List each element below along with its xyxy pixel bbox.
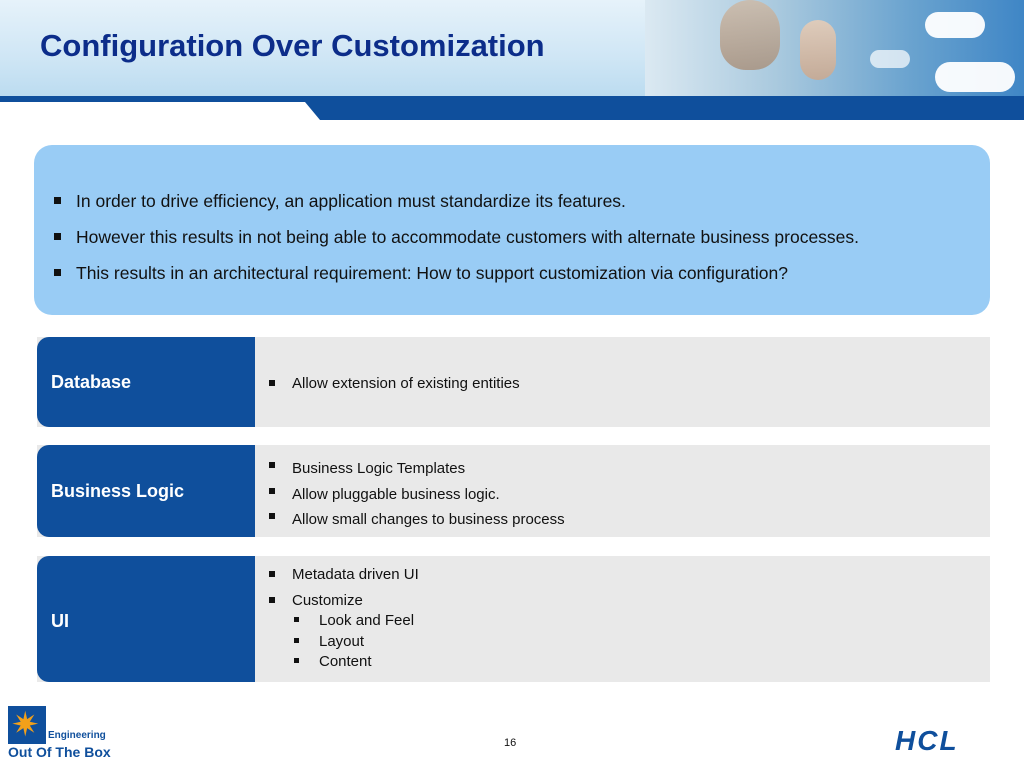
star-icon: ✷ xyxy=(11,706,40,744)
header-person-image xyxy=(720,0,780,70)
list-item: Metadata driven UI xyxy=(269,565,990,586)
list-item: Customize xyxy=(269,591,990,612)
list-item: Allow small changes to business process xyxy=(269,507,990,533)
slide-title: Configuration Over Customization xyxy=(40,28,545,63)
hcl-logo: HCL xyxy=(895,725,959,756)
ui-list xyxy=(269,556,990,673)
database-body xyxy=(255,337,990,427)
business-logic-label: Business Logic xyxy=(37,445,255,537)
ui-row xyxy=(37,556,990,682)
ui-label: UI xyxy=(37,556,255,682)
logo-text-bottom: Out Of The Box xyxy=(8,744,111,760)
database-row xyxy=(37,337,990,427)
business-logic-row xyxy=(37,445,990,537)
list-item: Allow pluggable business logic. xyxy=(269,482,990,508)
business-logic-list xyxy=(269,445,990,533)
database-list xyxy=(269,337,990,394)
sub-list-item: Content xyxy=(294,652,990,673)
header-tab-shape xyxy=(300,96,1024,120)
sub-list-item: Look and Feel xyxy=(294,611,990,632)
business-logic-body xyxy=(255,445,990,537)
ui-body xyxy=(255,556,990,682)
engineering-logo xyxy=(8,706,111,762)
cloud-image xyxy=(870,50,910,68)
intro-bullet-list xyxy=(54,183,970,291)
list-item: Business Logic Templates xyxy=(269,456,990,482)
cloud-image xyxy=(925,12,985,38)
sub-list-item: Layout xyxy=(294,632,990,653)
slide-header xyxy=(0,0,1024,120)
intro-bullet: This results in an architectural requirement: How to support customization via configuration? xyxy=(54,255,970,291)
intro-bullet: However this results in not being able to accommodate customers with alternate business processes. xyxy=(54,219,970,255)
list-item: Allow extension of existing entities xyxy=(269,374,990,394)
logo-text-top: Engineering xyxy=(48,730,106,741)
header-hand-image xyxy=(800,20,836,80)
database-label: Database xyxy=(37,337,255,427)
intro-bullet: In order to drive efficiency, an application must standardize its features. xyxy=(54,183,970,219)
intro-box xyxy=(34,145,990,315)
page-number: 16 xyxy=(504,737,517,749)
cloud-image xyxy=(935,62,1015,92)
